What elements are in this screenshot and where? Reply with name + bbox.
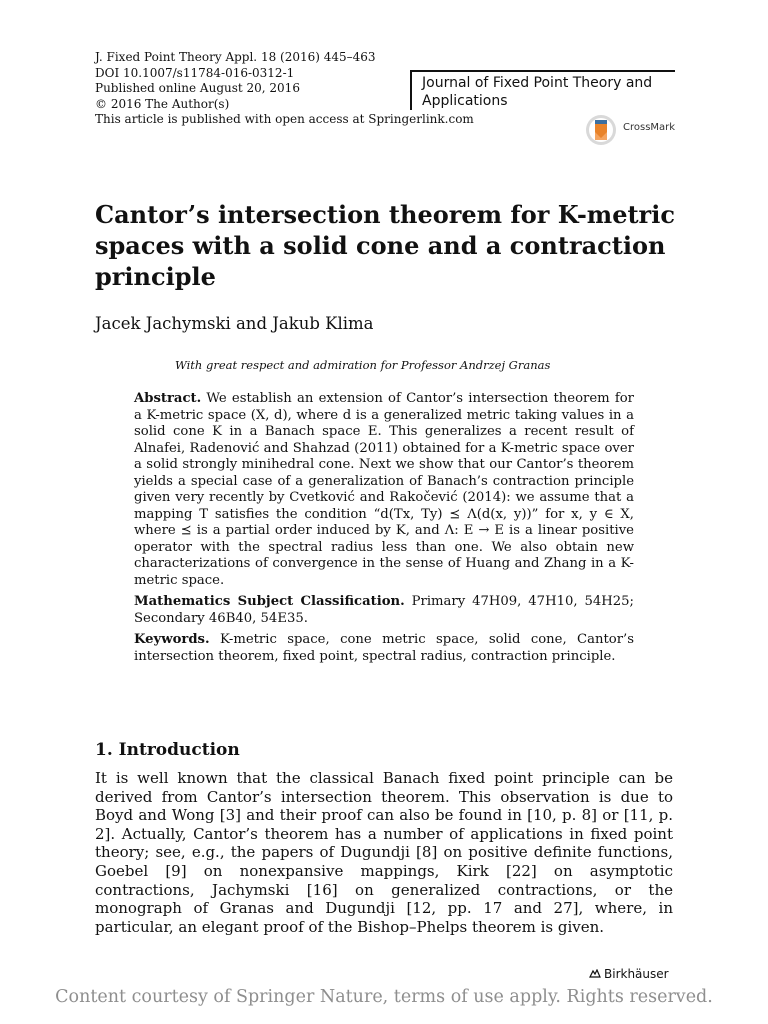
abstract-label: Abstract.: [134, 391, 202, 406]
publisher-name: Birkhäuser: [604, 967, 669, 981]
crossmark-label: CrossMark: [623, 122, 676, 133]
crossmark-icon: [585, 114, 617, 146]
crossmark-badge[interactable]: [585, 114, 695, 148]
abstract-paragraph: [134, 391, 634, 589]
article-authors: Jacek Jachymski and Jakub Klima: [95, 314, 374, 333]
citation-published-line: Published online August 20, 2016: [95, 81, 300, 95]
journal-name-box: [410, 70, 675, 110]
citation-open-access-line: This article is published with open access at Springerlink.com: [95, 112, 474, 126]
introduction-heading: 1. Introduction: [95, 740, 240, 760]
journal-box-vertical-rule: [410, 70, 412, 110]
msc-paragraph: [134, 594, 634, 627]
journal-name: Journal of Fixed Point Theory and Applications: [422, 75, 653, 109]
article-title: Cantor’s intersection theorem for K-metric spaces with a solid cone and a contraction principle: [95, 200, 675, 291]
msc-text: Primary 47H09, 47H10, 54H25; Secondary 46B40, 54E35.: [134, 594, 634, 626]
keywords-text: K-metric space, cone metric space, solid cone, Cantor’s intersection theorem, fixed point, spectral radius, contraction principle.: [134, 632, 634, 664]
abstract-block: [134, 391, 634, 670]
introduction-text: It is well known that the classical Banach fixed point principle can be derived from Cantor’s intersection theorem. This observation is due to Boyd and Wong [3] and their proof can also be found in [10, p. 8] or [11, p. 2]. Actually, Cantor’s theorem has a number of applications in fixed point theory; see, e.g., the papers of Dugundji [8] on positive definite functions, Goebel [9] on nonexpansive mappings, Kirk [22] on asymptotic contractions, Jachymski [16] on generalized contractions, or the monograph of Granas and Dugundji [12, pp. 17 and 27], where, in particular, an elegant proof of the Bishop–Phelps theorem is given.: [95, 769, 673, 936]
courtesy-notice: Content courtesy of Springer Nature, terms of use apply. Rights reserved.: [55, 987, 713, 1007]
msc-label: Mathematics Subject Classification.: [134, 594, 405, 609]
journal-box-horizontal-rule: [410, 70, 675, 72]
citation-journal-line: J. Fixed Point Theory Appl. 18 (2016) 445–463: [95, 50, 376, 64]
citation-doi-line[interactable]: DOI 10.1007/s11784-016-0312-1: [95, 65, 295, 80]
article-dedication: With great respect and admiration for Professor Andrzej Granas: [175, 358, 551, 372]
keywords-label: Keywords.: [134, 632, 210, 647]
abstract-text: We establish an extension of Cantor’s intersection theorem for a K-metric space (X, d), where d is a generalized metric taking values in a solid cone K in a Banach space E. This generalizes a recent result of Alnafei, Radenović and Shahzad (2011) obtained for a K-metric space over a solid strongly minihedral cone. Next we show that our Cantor’s theorem yields a special case of a generalization of Banach’s contraction principle given very recently by Cvetković and Rakočević (2014): we assume that a mapping T satisfies the condition “d(Tx, Ty) ⪯ Λ(d(x, y))” for x, y ∈ X, where ⪯ is a partial order induced by K, and Λ: E → E is a linear positive operator with the spectral radius less than one. We also obtain new characterizations of convergence in the sense of Huang and Zhang in a K-metric space.: [134, 391, 634, 588]
keywords-paragraph: [134, 632, 634, 665]
publisher-logo: [589, 967, 669, 981]
birkhauser-icon: [589, 969, 601, 979]
citation-copyright-line: © 2016 The Author(s): [95, 96, 230, 111]
